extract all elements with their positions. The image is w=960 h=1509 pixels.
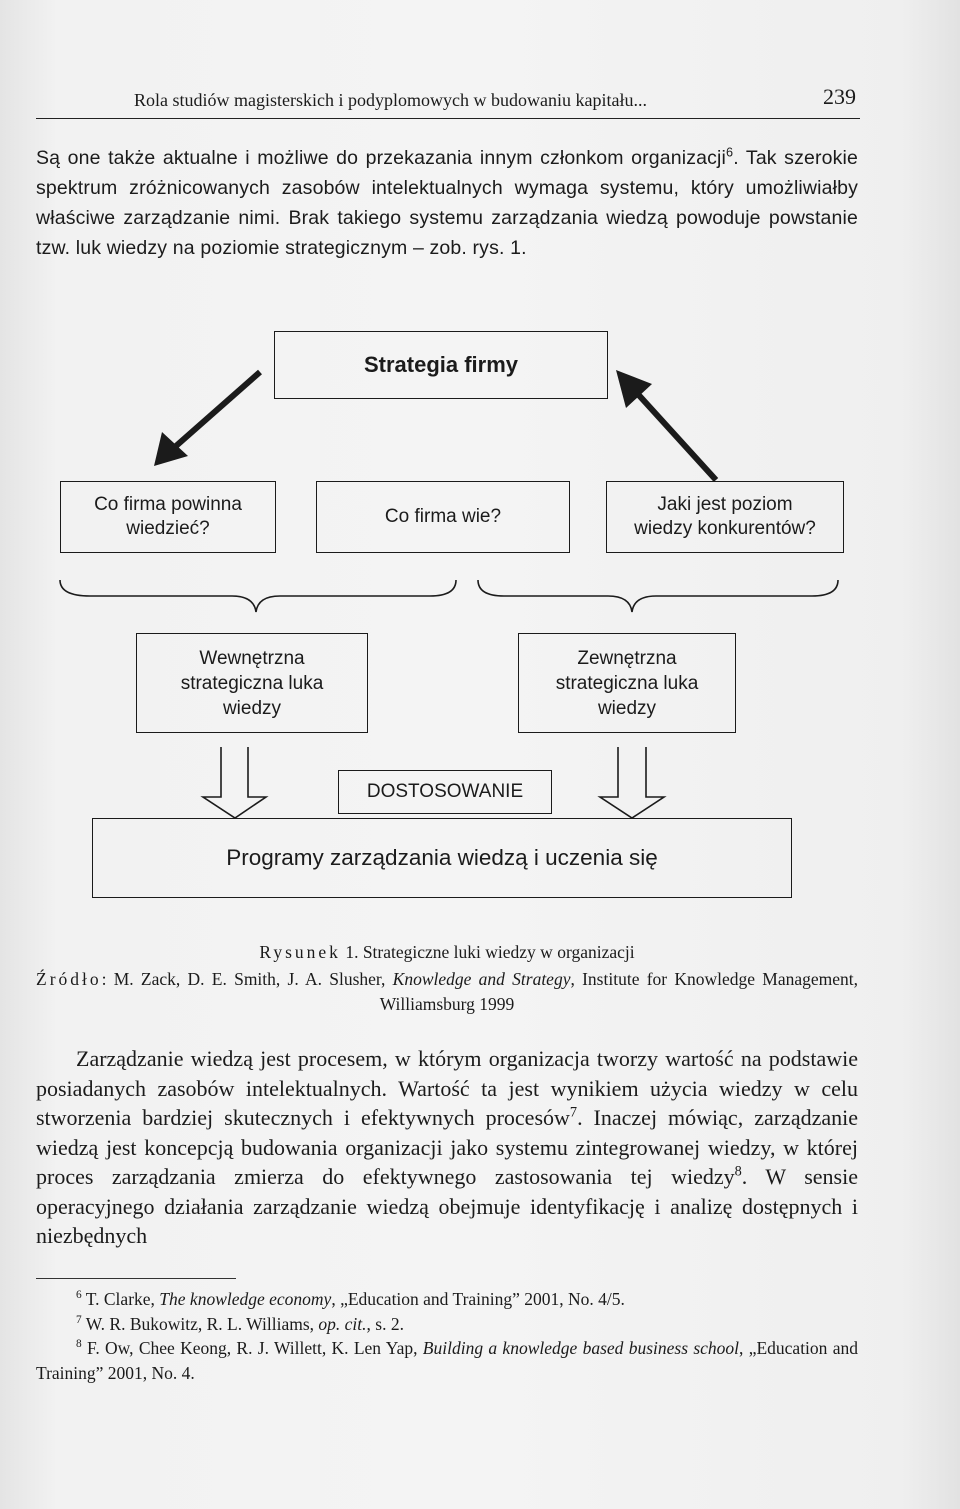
brace-external xyxy=(478,580,838,612)
footnote-6-title: The knowledge economy xyxy=(159,1289,332,1309)
arrow-to-should-know xyxy=(154,372,260,466)
arrow-down-left xyxy=(203,747,266,818)
box-external-gap: Zewnętrzna strategiczna luka wiedzy xyxy=(518,633,736,733)
box-internal-gap: Wewnętrzna strategiczna luka wiedzy xyxy=(136,633,368,733)
footnote-8-author: F. Ow, Chee Keong, R. J. Willett, K. Len Yap, xyxy=(81,1338,423,1358)
footnote-ref-8: 8 xyxy=(734,1163,742,1180)
paragraph-intro-text-cont: . Tak szerokie spektrum zróżnicowanych zasobów intelektualnych wymaga systemu, który umożliwiałby właściwe zarządzanie nimi. Brak takiego systemu zarządzania wiedzą powoduje powstanie tzw. luk wiedzy na poziomie strategicznym – zob. rys. 1. xyxy=(36,147,858,259)
footnote-separator xyxy=(36,1278,236,1279)
running-title: Rola studiów magisterskich i podyplomowych w budowaniu kapitału... xyxy=(134,90,647,110)
footnote-7-source: , s. 2. xyxy=(366,1314,404,1334)
source-label: Źródło xyxy=(36,969,102,989)
footnote-8-source: , „Education and Training” 2001, No. 4. xyxy=(36,1338,858,1383)
footnote-8-title: Building a knowledge based business school xyxy=(422,1338,740,1358)
figure-title: 1. Strategiczne luki wiedzy w organizacji xyxy=(340,942,635,962)
footnote-7-author: W. R. Bukowitz, R. L. Williams, xyxy=(81,1314,319,1334)
brace-internal xyxy=(60,580,456,612)
page-number: 239 xyxy=(823,84,856,109)
figure-label: Rysunek xyxy=(259,942,341,962)
footnote-7-number: 7 xyxy=(76,1314,82,1327)
footnote-6-author: T. Clarke, xyxy=(81,1289,160,1309)
footnote-6-number: 6 xyxy=(76,1289,82,1302)
paragraph-main-text-2: . Inaczej mówiąc, zarządzanie wiedzą jest koncepcją budowania organizacji jako systemu zintegrowanej wiedzy, w której proces zarządzania zmierza do efektywnego zastosowania tej wiedzy xyxy=(36,1105,858,1189)
source-publisher: , Institute for Knowledge Management, Williamsburg 1999 xyxy=(379,969,858,1014)
box-knows: Co firma wie? xyxy=(316,481,570,553)
footnote-6-source: , „Education and Training” 2001, No. 4/5. xyxy=(331,1289,625,1309)
source-authors: : M. Zack, D. E. Smith, J. A. Slusher, xyxy=(101,969,393,989)
arrow-from-competitors xyxy=(616,370,716,480)
footnote-7-title: op. cit. xyxy=(318,1314,367,1334)
arrow-down-right xyxy=(600,747,664,818)
box-competitors: Jaki jest poziom wiedzy konkurentów? xyxy=(606,481,844,553)
source-caption xyxy=(36,967,858,1017)
footnote-8-number: 8 xyxy=(76,1338,82,1351)
paragraph-main-text-3: . W sensie operacyjnego działania zarządzanie wiedzą obejmuje identyfikację i analizę dostępnych i niezbędnych xyxy=(36,1164,858,1248)
paragraph-intro-text: Są one także aktualne i możliwe do przekazania innym członkom organizacji xyxy=(36,147,727,169)
footnote-ref-7: 7 xyxy=(569,1104,578,1121)
paragraph-main xyxy=(36,1044,858,1251)
paragraph-main-text-1: Zarządzanie wiedzą jest procesem, w którym organizacja tworzy wartość na podstawie posiadanych zasobów intelektualnych. Wartość ta jest wynikiem użycia wiedzy w celu stworzenia bardziej skutecznych i efektywnych procesów xyxy=(36,1046,858,1130)
footnote-7 xyxy=(36,1312,858,1337)
box-adjustment: DOSTOSOWANIE xyxy=(338,770,552,814)
box-programs: Programy zarządzania wiedzą i uczenia się xyxy=(92,818,792,898)
footnote-ref-6: 6 xyxy=(726,145,734,160)
footnote-6 xyxy=(36,1287,858,1312)
box-strategy: Strategia firmy xyxy=(274,331,608,399)
footnote-8 xyxy=(36,1336,858,1386)
source-title: Knowledge and Strategy xyxy=(392,969,571,989)
box-should-know: Co firma powinna wiedzieć? xyxy=(60,481,276,553)
figure-caption xyxy=(36,942,858,963)
